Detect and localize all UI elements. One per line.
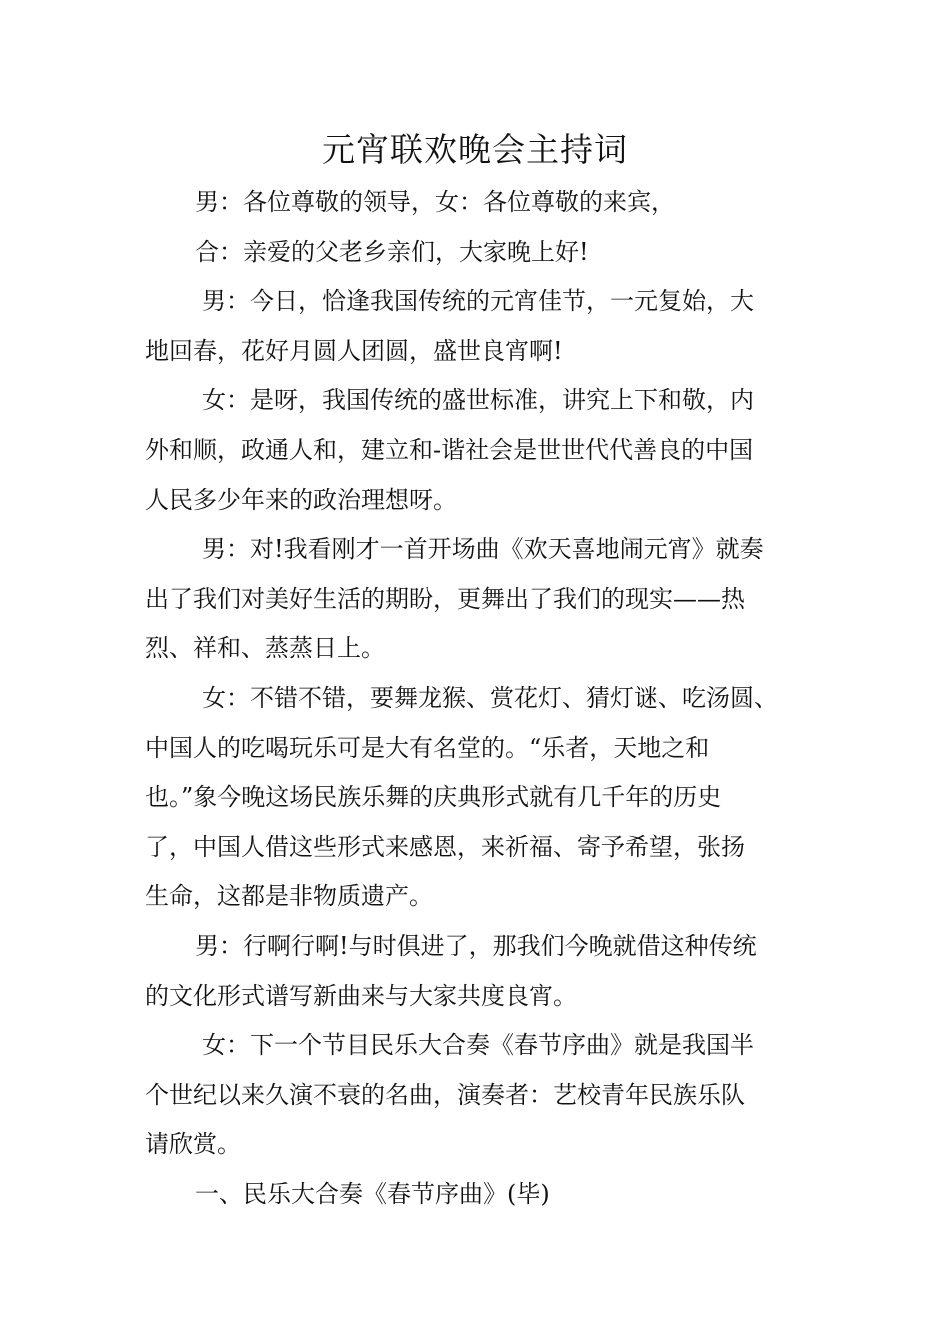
text-line: 合：亲爱的父老乡亲们，大家晚上好! [195, 237, 589, 266]
text-line: 女：是呀，我国传统的盛世标准，讲究上下和敬，内 [202, 386, 754, 415]
text-line: 男：行啊行啊!与时俱进了，那我们今晚就借这种传统 [195, 931, 757, 960]
text-line: 中国人的吃喝玩乐可是大有名堂的。“乐者，天地之和 [145, 733, 710, 762]
text-line: 女：不错不错，要舞龙猴、赏花灯、猜灯谜、吃汤圆、 [202, 683, 778, 712]
text-line: 地回春，花好月圆人团圆，盛世良宵啊! [145, 336, 563, 365]
text-line: 出了我们对美好生活的期盼，更舞出了我们的现实——热 [145, 584, 745, 613]
text-line: 一、民乐大合奏《春节序曲》(毕) [195, 1179, 550, 1208]
text-line: 烈、祥和、蒸蒸日上。 [145, 634, 385, 663]
document-title: 元宵联欢晚会主持词 [322, 130, 628, 169]
text-line: 的文化形式谱写新曲来与大家共度良宵。 [145, 981, 577, 1010]
text-line: 女：下一个节目民乐大合奏《春节序曲》就是我国半 [202, 1031, 754, 1060]
text-line: 男：各位尊敬的领导，女：各位尊敬的来宾， [195, 188, 675, 216]
text-line: 男：对!我看刚才一首开场曲《欢天喜地闹元宵》就奏 [202, 535, 764, 564]
text-line: 也。”象今晚这场民族乐舞的庆典形式就有几千年的历史 [145, 783, 722, 812]
text-line: 人民多少年来的政治理想呀。 [145, 485, 457, 514]
text-line: 生命，这都是非物质遗产。 [145, 882, 433, 911]
document-body [145, 178, 815, 1219]
text-line: 外和顺，政通人和，建立和-谐社会是世世代代善良的中国 [145, 435, 754, 464]
text-line: 个世纪以来久演不衰的名曲，演奏者：艺校青年民族乐队 [145, 1080, 745, 1109]
text-line: 了，中国人借这些形式来感恩，来祈福、寄予希望，张扬 [145, 832, 745, 861]
text-line: 请欣赏。 [145, 1130, 241, 1159]
text-line: 男：今日，恰逢我国传统的元宵佳节，一元复始，大 [202, 287, 754, 316]
